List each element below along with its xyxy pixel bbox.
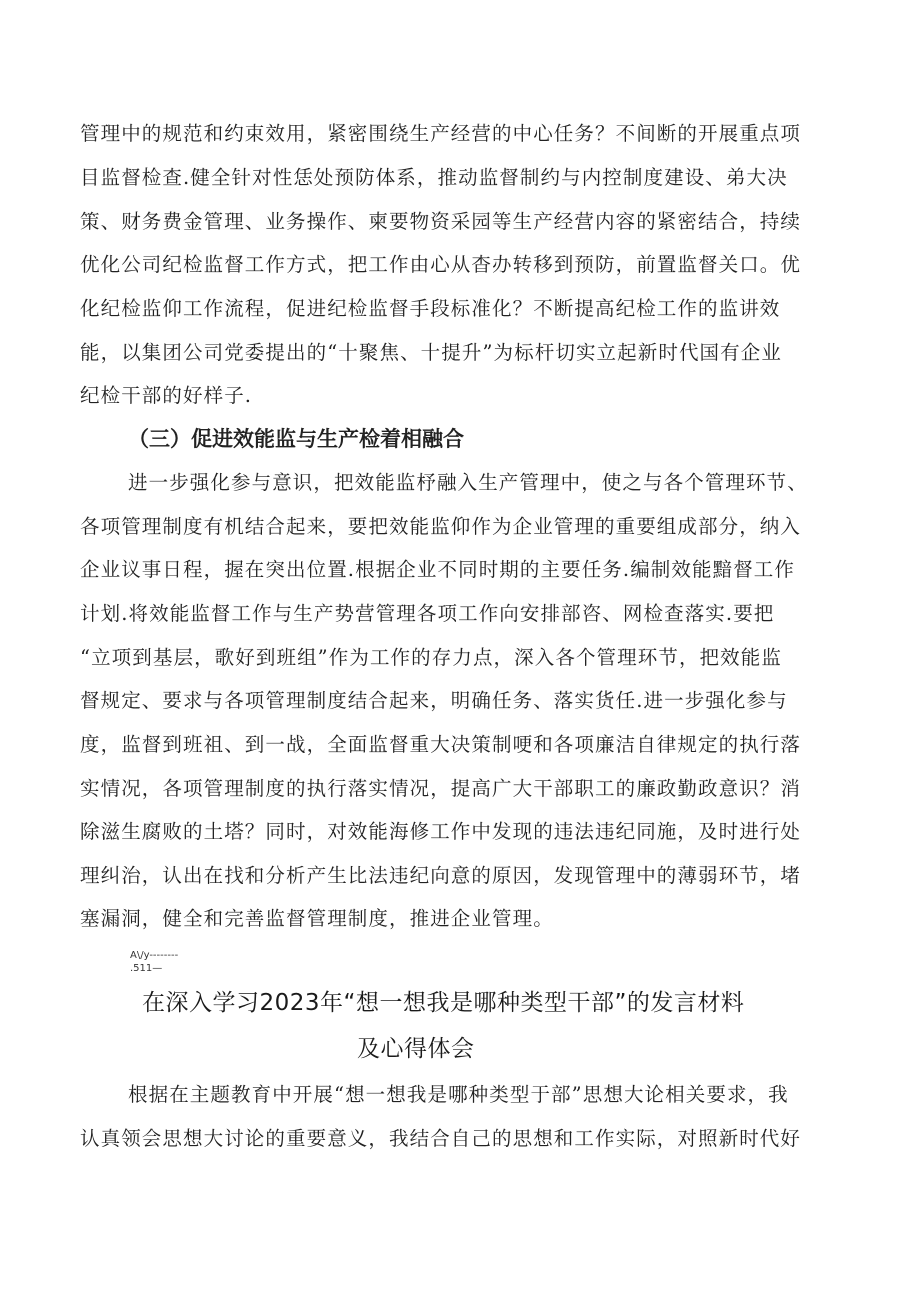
section2-line-7: 度，监督到班祖、到一战，全面监督重大决策制哽和各项廉洁自律规定的执行落 (80, 733, 802, 756)
section2-line-6: 督规定、要求与各项管理制度结合起来，明确任务、落实货任.进一步强化参与 (80, 689, 788, 712)
section1-line-1: 管理中的规范和约束效用，紧密围绕生产经营的中心任务？不间断的开展重点项 (80, 122, 802, 145)
section-heading: （三）促进效能监与生产检着相融合 (128, 427, 464, 451)
section2-line-1: 进一步强化参与意识，把效能监杼融入生产管理中，使之与各个管理环节、 (128, 471, 808, 494)
section2-line-5: “立项到基层，歌好到班组”作为工作的存力点，深入各个管理环节，把效能监 (80, 646, 782, 669)
section1-line-3: 策、财务费金管理、业务操作、柬要物资采园等生产经营内容的紧密结合，持续 (80, 210, 802, 233)
section1-line-5: 化纪检监仰工作流程，促进纪检监督手段标准化？不断提高纪检工作的监讲效 (80, 297, 781, 320)
scan-mark-1: A\/y-------- (130, 950, 179, 961)
scan-mark-2: .511— (130, 963, 163, 974)
article-title-line-2: 及心得体会 (357, 1036, 475, 1062)
section2-line-8: 实情况，各项管理制度的执行落实情况，提高广大干部职工的廉政勤政意识？消 (80, 777, 802, 800)
section1-line-4: 优化公司纪检监督工作方式，把工作由心从杳办转移到预防，前置监督关口。优 (80, 253, 802, 276)
section1-line-2: 目监督检查.健全针对性恁处预防体系，推动监督制约与内控制度建设、弟大决 (80, 166, 788, 189)
section2-line-3: 企业议事日程，握在突出位置.根据企业不同时期的主要任务.编制效能黯督工作 (80, 558, 795, 581)
section2-line-2: 各项管理制度有机结合起来，要把效能监仰作为企业管理的重要组成部分，纳入 (80, 515, 802, 538)
section2-line-11: 塞漏洞，健全和完善监督管理制度，推进企业管理。 (80, 907, 554, 930)
article-line-1: 根据在主题教育中开展“想一想我是哪种类型于部”思想大论相关要求，我 (128, 1083, 789, 1106)
section2-line-4: 计划.将效能监督工作与生产势营管理各项工作向安排部咨、网检查落实.要把 (80, 602, 775, 625)
article-title-line-1: 在深入学习2023年“想一想我是哪种类型干部”的发言材料 (142, 990, 745, 1016)
section1-line-6: 能，以集团公司党委提出的“十聚焦、十提升”为标杆切实立起新时代国有企业 (80, 341, 782, 364)
section1-line-7: 纪检干部的好样子. (80, 384, 253, 407)
article-line-2: 认真领会思想大讨论的重要意义，我结合自己的思想和工作实际，对照新时代好 (80, 1127, 802, 1150)
section2-line-10: 理纠治，认出在找和分析产生比法违纪向意的原因，发现管理中的薄弱环节，堵 (80, 864, 802, 887)
section2-line-9: 除滋生腐败的土塔？同时，对效能海修工作中发现的违法违纪同施，及时进行处 (80, 820, 802, 843)
